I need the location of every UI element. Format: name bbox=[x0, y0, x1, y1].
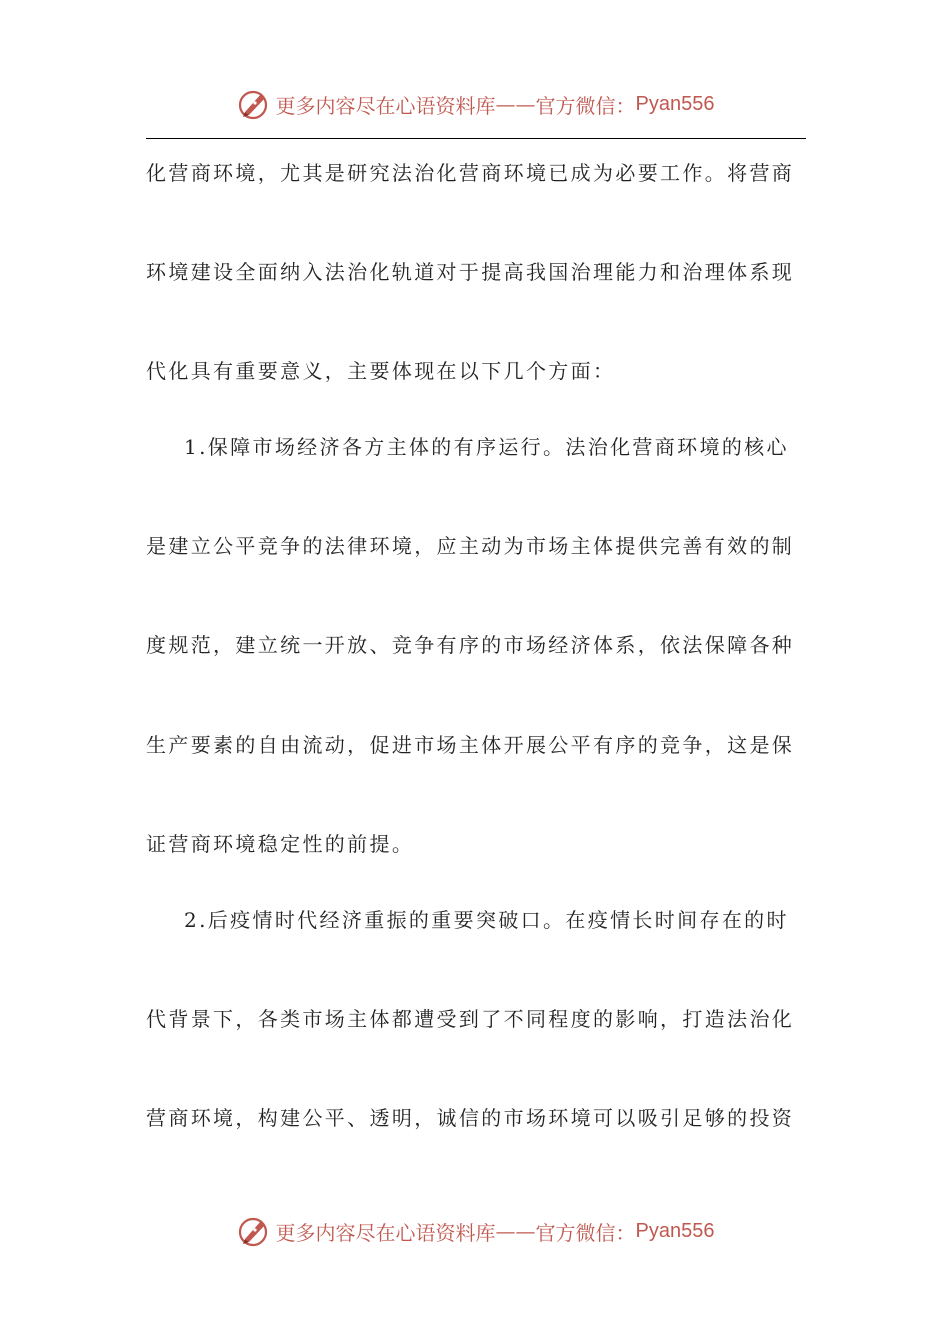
header-banner bbox=[0, 84, 950, 124]
text-line: 营商环境，构建公平、透明，诚信的市场环境可以吸引足够的投资 bbox=[146, 1106, 795, 1130]
text-line: 环境建设全面纳入法治化轨道对于提高我国治理能力和治理体系现 bbox=[146, 260, 795, 284]
banner-title: 更多内容尽在心语资料库 bbox=[275, 93, 496, 118]
text-line: 度规范，建立统一开放、竞争有序的市场经济体系，依法保障各种 bbox=[146, 633, 795, 657]
text-line: 代背景下，各类市场主体都遭受到了不同程度的影响，打造法治化 bbox=[146, 1007, 795, 1031]
text-line: 生产要素的自由流动，促进市场主体开展公平有序的竞争，这是保 bbox=[146, 733, 795, 757]
text-line: 证营商环境稳定性的前提。 bbox=[146, 832, 415, 856]
text-line: 代化具有重要意义，主要体现在以下几个方面： bbox=[146, 359, 616, 383]
banner-title: 更多内容尽在心语资料库 bbox=[275, 1220, 496, 1245]
pen-nib-logo-icon bbox=[236, 1213, 272, 1249]
banner-separator: —— bbox=[495, 1219, 536, 1243]
banner-wechat-label: 官方微信： bbox=[535, 1220, 636, 1245]
footer-banner bbox=[0, 1211, 950, 1251]
banner-wechat-id: Pyan556 bbox=[635, 1219, 715, 1242]
banner-separator: —— bbox=[495, 92, 536, 116]
text-line: 2.后疫情时代经济重振的重要突破口。在疫情长时间存在的时 bbox=[184, 908, 789, 932]
text-line: 是建立公平竞争的法律环境，应主动为市场主体提供完善有效的制 bbox=[146, 534, 795, 558]
banner-wechat-id: Pyan556 bbox=[635, 92, 715, 115]
banner-wechat-label: 官方微信： bbox=[535, 93, 636, 118]
header-divider bbox=[146, 138, 806, 139]
pen-nib-logo-icon bbox=[236, 86, 272, 122]
text-line: 化营商环境，尤其是研究法治化营商环境已成为必要工作。将营商 bbox=[146, 161, 795, 185]
text-line: 1.保障市场经济各方主体的有序运行。法治化营商环境的核心 bbox=[184, 435, 789, 459]
